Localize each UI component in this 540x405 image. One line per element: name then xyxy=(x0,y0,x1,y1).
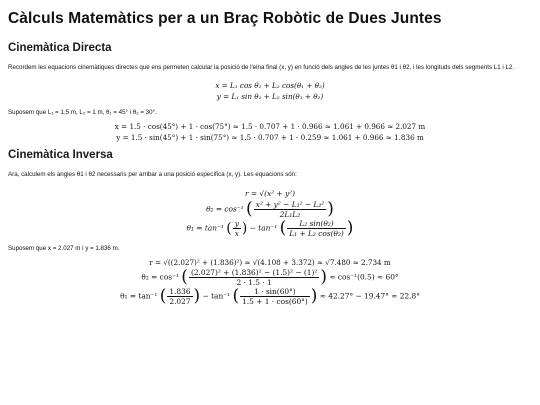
calculation-theta1: θ₁ = tan⁻¹ ( $\frac{1.836}{2.027}$ ) − tan⁻¹ ( $\frac{1 \cdot \sin(60^\circ)}{1.5 + 1 \cdot \cos(60^\circ)}$ ) ≈ 42.27° − 19.47° ≈ 22.8° xyxy=(120,286,420,306)
calculation-theta2-lhs: θ₂ = cos⁻¹ xyxy=(141,272,179,282)
equation-theta1-fraction-2 xyxy=(287,219,346,238)
fraction-denominator: 2L₁L₂ xyxy=(279,209,301,219)
section-heading-direct: Cinemàtica Directa xyxy=(8,42,112,54)
calculation-theta1-fraction-1 xyxy=(167,287,192,306)
fraction-denominator: 1.5 + 1 · cos(60°) xyxy=(242,297,308,306)
calculation-theta1-fraction-2 xyxy=(240,287,310,306)
fraction-numerator: x² + y² − L₁² − L₂² xyxy=(255,199,325,209)
equation-theta2-lhs: θ₂ = cos⁻¹ xyxy=(206,204,244,213)
direct-intro-text: Recordem les equacions cinemàtiques directes que ens permeten calcular la posició de l'eina final (x, y) en funció dels angles de les juntes θ1 i θ2, i les longituds dels segments L1 i L2. xyxy=(8,64,515,71)
equation-x: x = L₁ cos θ₁ + L₂ cos(θ₁ + θ₂) xyxy=(215,80,325,90)
calculation-theta2: θ₂ = cos⁻¹ ( $\frac{\text{(2.027)² + (1.836)² − (1.5)² − (1)²}}{2 \cdot 1.5 \cdot 1}$ ) ≈ cos⁻¹(0.5) ≈ 60° xyxy=(141,267,399,287)
equation-theta2: θ₂ = cos⁻¹ ( $\frac{\text{x² + y² − L₁² − L₂²}}{\text{2L₁L₂}}$ ) xyxy=(206,198,334,219)
fraction-denominator: 2 · 1.5 · 1 xyxy=(236,278,272,287)
calculation-theta1-lhs: θ₁ = tan⁻¹ xyxy=(120,291,158,301)
calculation-x: x = 1.5 · cos(45°) + 1 · cos(75°) ≈ 1.5 · 0.707 + 1 · 0.966 ≈ 1.061 + 0.966 ≈ 2.027 m xyxy=(114,122,426,131)
equation-r: r = √(x² + y²) xyxy=(244,188,296,198)
fraction-numerator: 1 · sin(60°) xyxy=(240,287,310,297)
inverse-intro-text: Ara, calculem els angles θ1 i θ2 necessaris per arribar a una posició específica (x, y). Les equacions són: xyxy=(8,171,297,178)
inverse-assumption-text: Suposem que x = 2.027 m i y = 1.836 m. xyxy=(8,244,120,252)
equation-theta2-fraction xyxy=(254,200,327,219)
calculation-theta1-mid: − tan⁻¹ xyxy=(202,291,231,301)
calculation-theta2-rhs: ≈ cos⁻¹(0.5) ≈ 60° xyxy=(329,272,399,282)
section-heading-inverse: Cinemàtica Inversa xyxy=(8,149,113,161)
direct-assumption-text: Suposem que L₁ = 1.5 m, L₂ = 1 m, θ₁ = 45° i θ₂ = 30°. xyxy=(8,108,157,116)
page-title: Càlculs Matemàtics per a un Braç Robòtic de Dues Juntes xyxy=(8,10,442,27)
calculation-theta1-rhs: ≈ 42.27° − 19.47° ≈ 22.8° xyxy=(319,291,420,301)
fraction-denominator: L₁ + L₂ cos(θ₂) xyxy=(289,228,344,238)
equation-y: y = L₁ sin θ₁ + L₂ sin(θ₁ + θ₂) xyxy=(216,91,324,101)
equation-theta1: θ₁ = tan⁻¹ ( $\frac{y}{x}$ ) − tan⁻¹ ( $\frac{\text{L₂ sin(θ₂)}}{\text{L₁ + L₂ cos(θ₂)}}$ ) xyxy=(186,217,354,238)
fraction-numerator: 1.836 xyxy=(169,287,191,296)
fraction-denominator: 2.027 xyxy=(169,297,191,306)
calculation-r: r = √((2.027)² + (1.836)²) ≈ √(4.108 + 3.372) ≈ √7.480 ≈ 2.734 m xyxy=(149,258,391,267)
calculation-y: y = 1.5 · sin(45°) + 1 · sin(75°) ≈ 1.5 · 0.707 + 1 · 0.259 ≈ 1.061 + 0.966 ≈ 1.836 m xyxy=(116,133,424,142)
direct-calculations xyxy=(8,121,532,143)
calculation-theta2-fraction xyxy=(189,268,319,287)
equation-theta1-lhs: θ₁ = tan⁻¹ xyxy=(186,223,224,232)
fraction-numerator: L₂ sin(θ₂) xyxy=(287,219,346,229)
fraction-denominator: x xyxy=(234,228,239,238)
direct-equations xyxy=(8,80,532,102)
equation-theta1-mid: − tan⁻¹ xyxy=(249,223,278,232)
equation-theta1-fraction-1 xyxy=(233,219,241,238)
fraction-numerator: y xyxy=(234,218,239,228)
fraction-numerator: (2.027)² + (1.836)² − (1.5)² − (1)² xyxy=(190,268,318,277)
